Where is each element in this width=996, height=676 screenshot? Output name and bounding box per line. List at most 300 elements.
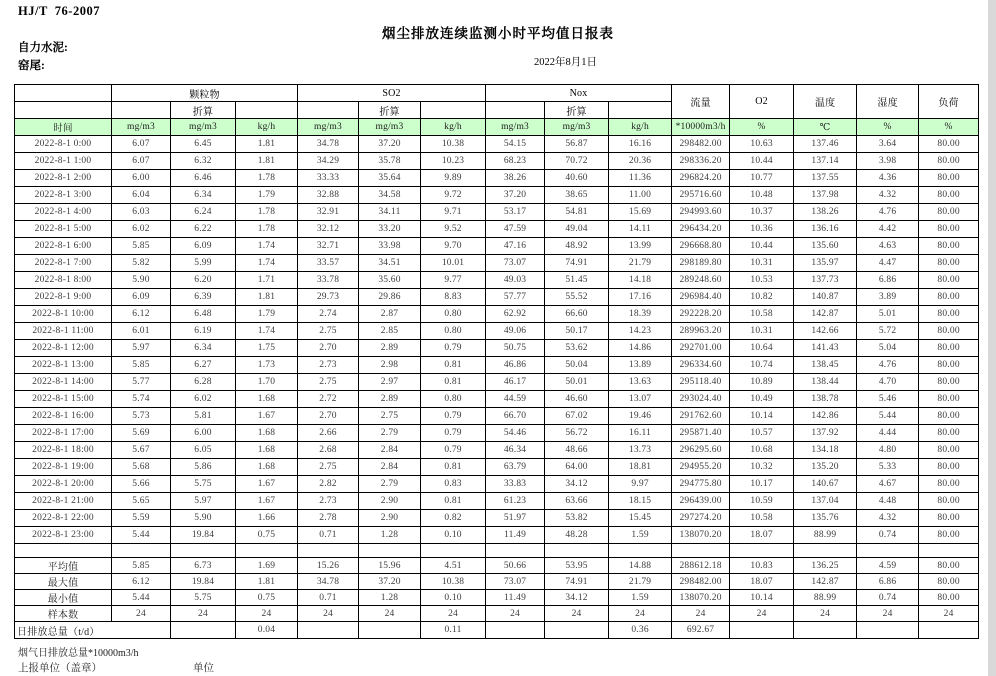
empty-cell bbox=[359, 544, 421, 558]
summary-value-cell: 5.44 bbox=[112, 590, 171, 606]
header-converted-pm: 折算 bbox=[171, 102, 236, 119]
value-cell: 80.00 bbox=[919, 153, 979, 170]
spacer-row bbox=[15, 544, 979, 558]
daily-total-cell bbox=[545, 622, 609, 639]
daily-total-cell: 0.11 bbox=[421, 622, 486, 639]
summary-value-cell: 24 bbox=[794, 606, 857, 622]
value-cell: 18.15 bbox=[609, 493, 672, 510]
value-cell: 5.86 bbox=[171, 459, 236, 476]
value-cell: 291762.60 bbox=[672, 408, 730, 425]
summary-value-cell: 6.12 bbox=[112, 574, 171, 590]
page-edge-strip bbox=[988, 0, 996, 676]
time-cell: 2022-8-1 23:00 bbox=[15, 527, 112, 544]
summary-value-cell: 298482.00 bbox=[672, 574, 730, 590]
header-group-nox: Nox bbox=[486, 85, 672, 102]
value-cell: 10.48 bbox=[730, 187, 794, 204]
table-row bbox=[15, 391, 979, 408]
value-cell: 4.80 bbox=[857, 442, 919, 459]
value-cell: 70.72 bbox=[545, 153, 609, 170]
summary-value-cell: 11.49 bbox=[486, 590, 545, 606]
value-cell: 296295.60 bbox=[672, 442, 730, 459]
empty-cell bbox=[609, 544, 672, 558]
value-cell: 33.33 bbox=[298, 170, 359, 187]
value-cell: 2.70 bbox=[298, 408, 359, 425]
summary-value-cell: 80.00 bbox=[919, 558, 979, 574]
value-cell: 19.84 bbox=[171, 527, 236, 544]
value-cell: 1.81 bbox=[236, 153, 298, 170]
summary-value-cell: 14.88 bbox=[609, 558, 672, 574]
value-cell: 50.01 bbox=[545, 374, 609, 391]
summary-value-cell: 15.96 bbox=[359, 558, 421, 574]
table-row bbox=[15, 289, 979, 306]
summary-value-cell: 10.83 bbox=[730, 558, 794, 574]
value-cell: 33.78 bbox=[298, 272, 359, 289]
time-cell: 2022-8-1 8:00 bbox=[15, 272, 112, 289]
value-cell: 80.00 bbox=[919, 272, 979, 289]
empty-cell bbox=[545, 544, 609, 558]
value-cell: 5.59 bbox=[112, 510, 171, 527]
value-cell: 1.81 bbox=[236, 289, 298, 306]
summary-value-cell: 24 bbox=[112, 606, 171, 622]
summary-value-cell: 24 bbox=[545, 606, 609, 622]
header-load: 负荷 bbox=[919, 85, 979, 119]
table-row bbox=[15, 153, 979, 170]
empty-cell bbox=[298, 544, 359, 558]
value-cell: 5.65 bbox=[112, 493, 171, 510]
value-cell: 1.74 bbox=[236, 238, 298, 255]
value-cell: 5.44 bbox=[112, 527, 171, 544]
unit-label: 单位 bbox=[193, 663, 214, 674]
value-cell: 296984.40 bbox=[672, 289, 730, 306]
time-cell: 2022-8-1 6:00 bbox=[15, 238, 112, 255]
unit-cell: % bbox=[857, 119, 919, 136]
value-cell: 5.01 bbox=[857, 306, 919, 323]
empty-cell bbox=[236, 544, 298, 558]
summary-value-cell: 73.07 bbox=[486, 574, 545, 590]
value-cell: 3.89 bbox=[857, 289, 919, 306]
value-cell: 6.01 bbox=[112, 323, 171, 340]
value-cell: 6.09 bbox=[171, 238, 236, 255]
value-cell: 4.70 bbox=[857, 374, 919, 391]
unit-cell: ℃ bbox=[794, 119, 857, 136]
value-cell: 10.59 bbox=[730, 493, 794, 510]
value-cell: 294775.80 bbox=[672, 476, 730, 493]
value-cell: 66.70 bbox=[486, 408, 545, 425]
summary-value-cell: 0.10 bbox=[421, 590, 486, 606]
value-cell: 34.29 bbox=[298, 153, 359, 170]
value-cell: 33.83 bbox=[486, 476, 545, 493]
time-cell: 2022-8-1 13:00 bbox=[15, 357, 112, 374]
value-cell: 6.05 bbox=[171, 442, 236, 459]
value-cell: 46.86 bbox=[486, 357, 545, 374]
time-cell: 2022-8-1 12:00 bbox=[15, 340, 112, 357]
table-body bbox=[15, 136, 979, 639]
value-cell: 34.78 bbox=[298, 136, 359, 153]
unit-cell: % bbox=[730, 119, 794, 136]
value-cell: 6.00 bbox=[112, 170, 171, 187]
value-cell: 298336.20 bbox=[672, 153, 730, 170]
value-cell: 296824.20 bbox=[672, 170, 730, 187]
empty-cell bbox=[486, 544, 545, 558]
value-cell: 140.87 bbox=[794, 289, 857, 306]
value-cell: 141.43 bbox=[794, 340, 857, 357]
value-cell: 137.14 bbox=[794, 153, 857, 170]
empty-cell bbox=[171, 544, 236, 558]
value-cell: 10.58 bbox=[730, 510, 794, 527]
value-cell: 5.97 bbox=[171, 493, 236, 510]
value-cell: 6.48 bbox=[171, 306, 236, 323]
value-cell: 33.57 bbox=[298, 255, 359, 272]
summary-value-cell: 0.74 bbox=[857, 590, 919, 606]
time-cell: 2022-8-1 11:00 bbox=[15, 323, 112, 340]
value-cell: 6.09 bbox=[112, 289, 171, 306]
value-cell: 88.99 bbox=[794, 527, 857, 544]
time-cell: 2022-8-1 7:00 bbox=[15, 255, 112, 272]
value-cell: 5.67 bbox=[112, 442, 171, 459]
value-cell: 0.71 bbox=[298, 527, 359, 544]
value-cell: 137.55 bbox=[794, 170, 857, 187]
summary-value-cell: 24 bbox=[486, 606, 545, 622]
table-row bbox=[15, 204, 979, 221]
value-cell: 138.26 bbox=[794, 204, 857, 221]
summary-value-cell: 53.95 bbox=[545, 558, 609, 574]
value-cell: 6.34 bbox=[171, 340, 236, 357]
value-cell: 9.89 bbox=[421, 170, 486, 187]
value-cell: 64.00 bbox=[545, 459, 609, 476]
value-cell: 53.17 bbox=[486, 204, 545, 221]
value-cell: 296334.60 bbox=[672, 357, 730, 374]
value-cell: 5.82 bbox=[112, 255, 171, 272]
value-cell: 142.87 bbox=[794, 306, 857, 323]
value-cell: 10.74 bbox=[730, 357, 794, 374]
value-cell: 0.80 bbox=[421, 391, 486, 408]
value-cell: 6.46 bbox=[171, 170, 236, 187]
value-cell: 5.72 bbox=[857, 323, 919, 340]
summary-value-cell: 1.28 bbox=[359, 590, 421, 606]
summary-label: 样本数 bbox=[15, 606, 112, 622]
value-cell: 10.57 bbox=[730, 425, 794, 442]
table-header bbox=[15, 85, 979, 136]
value-cell: 54.81 bbox=[545, 204, 609, 221]
table-row bbox=[15, 527, 979, 544]
value-cell: 1.68 bbox=[236, 425, 298, 442]
value-cell: 80.00 bbox=[919, 255, 979, 272]
daily-total-cell bbox=[730, 622, 794, 639]
value-cell: 2.66 bbox=[298, 425, 359, 442]
time-cell: 2022-8-1 16:00 bbox=[15, 408, 112, 425]
summary-row bbox=[15, 558, 979, 574]
table-row bbox=[15, 374, 979, 391]
value-cell: 0.79 bbox=[421, 425, 486, 442]
value-cell: 11.49 bbox=[486, 527, 545, 544]
value-cell: 80.00 bbox=[919, 340, 979, 357]
value-cell: 6.04 bbox=[112, 187, 171, 204]
value-cell: 8.83 bbox=[421, 289, 486, 306]
value-cell: 9.97 bbox=[609, 476, 672, 493]
value-cell: 2.74 bbox=[298, 306, 359, 323]
summary-value-cell: 24 bbox=[919, 606, 979, 622]
value-cell: 38.65 bbox=[545, 187, 609, 204]
unit-cell: mg/m3 bbox=[112, 119, 171, 136]
table-row bbox=[15, 221, 979, 238]
value-cell: 10.36 bbox=[730, 221, 794, 238]
daily-total-cell bbox=[298, 622, 359, 639]
value-cell: 80.00 bbox=[919, 204, 979, 221]
summary-value-cell: 288612.18 bbox=[672, 558, 730, 574]
summary-value-cell: 136.25 bbox=[794, 558, 857, 574]
value-cell: 10.44 bbox=[730, 153, 794, 170]
standard-code: HJ/T 76-2007 bbox=[18, 4, 100, 18]
reporting-unit-label: 上报单位（盖章） bbox=[18, 663, 102, 674]
value-cell: 0.81 bbox=[421, 493, 486, 510]
header-group-pm: 颗粒物 bbox=[112, 85, 298, 102]
value-cell: 10.44 bbox=[730, 238, 794, 255]
header-group-so2: SO2 bbox=[298, 85, 486, 102]
value-cell: 14.86 bbox=[609, 340, 672, 357]
value-cell: 5.69 bbox=[112, 425, 171, 442]
value-cell: 33.20 bbox=[359, 221, 421, 238]
value-cell: 3.98 bbox=[857, 153, 919, 170]
value-cell: 137.92 bbox=[794, 425, 857, 442]
value-cell: 1.78 bbox=[236, 170, 298, 187]
value-cell: 4.42 bbox=[857, 221, 919, 238]
value-cell: 16.16 bbox=[609, 136, 672, 153]
value-cell: 138.78 bbox=[794, 391, 857, 408]
daily-total-label: 日排放总量（t/d） bbox=[15, 622, 171, 639]
value-cell: 296434.20 bbox=[672, 221, 730, 238]
table-row bbox=[15, 442, 979, 459]
unit-cell: mg/m3 bbox=[486, 119, 545, 136]
value-cell: 0.80 bbox=[421, 323, 486, 340]
value-cell: 2.84 bbox=[359, 459, 421, 476]
value-cell: 80.00 bbox=[919, 306, 979, 323]
value-cell: 48.28 bbox=[545, 527, 609, 544]
value-cell: 5.74 bbox=[112, 391, 171, 408]
value-cell: 80.00 bbox=[919, 476, 979, 493]
unit-cell: % bbox=[919, 119, 979, 136]
value-cell: 49.03 bbox=[486, 272, 545, 289]
time-cell: 2022-8-1 9:00 bbox=[15, 289, 112, 306]
value-cell: 6.27 bbox=[171, 357, 236, 374]
value-cell: 2.72 bbox=[298, 391, 359, 408]
value-cell: 142.66 bbox=[794, 323, 857, 340]
value-cell: 73.07 bbox=[486, 255, 545, 272]
value-cell: 5.66 bbox=[112, 476, 171, 493]
value-cell: 4.36 bbox=[857, 170, 919, 187]
table-row bbox=[15, 136, 979, 153]
summary-value-cell: 1.59 bbox=[609, 590, 672, 606]
value-cell: 137.04 bbox=[794, 493, 857, 510]
daily-total-cell: 0.36 bbox=[609, 622, 672, 639]
value-cell: 4.48 bbox=[857, 493, 919, 510]
summary-value-cell: 1.81 bbox=[236, 574, 298, 590]
value-cell: 0.79 bbox=[421, 408, 486, 425]
time-cell: 2022-8-1 21:00 bbox=[15, 493, 112, 510]
value-cell: 1.67 bbox=[236, 476, 298, 493]
value-cell: 6.34 bbox=[171, 187, 236, 204]
summary-value-cell: 24 bbox=[236, 606, 298, 622]
value-cell: 6.39 bbox=[171, 289, 236, 306]
value-cell: 137.46 bbox=[794, 136, 857, 153]
header-blank bbox=[421, 102, 486, 119]
table-row bbox=[15, 187, 979, 204]
value-cell: 2.84 bbox=[359, 442, 421, 459]
value-cell: 2.82 bbox=[298, 476, 359, 493]
monitoring-table bbox=[14, 84, 979, 639]
value-cell: 6.02 bbox=[171, 391, 236, 408]
value-cell: 1.79 bbox=[236, 306, 298, 323]
value-cell: 10.77 bbox=[730, 170, 794, 187]
value-cell: 61.23 bbox=[486, 493, 545, 510]
value-cell: 2.75 bbox=[298, 374, 359, 391]
value-cell: 1.68 bbox=[236, 442, 298, 459]
unit-cell: kg/h bbox=[421, 119, 486, 136]
value-cell: 2.97 bbox=[359, 374, 421, 391]
value-cell: 80.00 bbox=[919, 442, 979, 459]
page-title: 烟尘排放连续监测小时平均值日报表 bbox=[382, 26, 614, 41]
value-cell: 6.22 bbox=[171, 221, 236, 238]
value-cell: 5.46 bbox=[857, 391, 919, 408]
report-date: 2022年8月1日 bbox=[534, 57, 597, 68]
value-cell: 37.20 bbox=[359, 136, 421, 153]
value-cell: 9.52 bbox=[421, 221, 486, 238]
summary-value-cell: 5.85 bbox=[112, 558, 171, 574]
unit-cell: *10000m3/h bbox=[672, 119, 730, 136]
value-cell: 80.00 bbox=[919, 323, 979, 340]
value-cell: 54.15 bbox=[486, 136, 545, 153]
daily-total-cell bbox=[919, 622, 979, 639]
value-cell: 295118.40 bbox=[672, 374, 730, 391]
value-cell: 80.00 bbox=[919, 527, 979, 544]
value-cell: 142.86 bbox=[794, 408, 857, 425]
value-cell: 2.87 bbox=[359, 306, 421, 323]
empty-cell bbox=[857, 544, 919, 558]
summary-value-cell: 4.59 bbox=[857, 558, 919, 574]
table-row bbox=[15, 408, 979, 425]
empty-cell bbox=[919, 544, 979, 558]
value-cell: 14.11 bbox=[609, 221, 672, 238]
header-o2: O2 bbox=[730, 85, 794, 119]
value-cell: 6.20 bbox=[171, 272, 236, 289]
summary-value-cell: 19.84 bbox=[171, 574, 236, 590]
value-cell: 1.68 bbox=[236, 459, 298, 476]
value-cell: 55.52 bbox=[545, 289, 609, 306]
value-cell: 18.81 bbox=[609, 459, 672, 476]
value-cell: 56.72 bbox=[545, 425, 609, 442]
value-cell: 296439.00 bbox=[672, 493, 730, 510]
value-cell: 4.32 bbox=[857, 510, 919, 527]
value-cell: 10.68 bbox=[730, 442, 794, 459]
unit-cell: mg/m3 bbox=[298, 119, 359, 136]
value-cell: 67.02 bbox=[545, 408, 609, 425]
table-row bbox=[15, 170, 979, 187]
station-label: 窑尾: bbox=[18, 60, 45, 72]
value-cell: 10.01 bbox=[421, 255, 486, 272]
summary-value-cell: 6.73 bbox=[171, 558, 236, 574]
summary-value-cell: 80.00 bbox=[919, 574, 979, 590]
value-cell: 10.38 bbox=[421, 136, 486, 153]
header-humidity: 湿度 bbox=[857, 85, 919, 119]
summary-value-cell: 6.86 bbox=[857, 574, 919, 590]
value-cell: 20.36 bbox=[609, 153, 672, 170]
value-cell: 0.81 bbox=[421, 357, 486, 374]
value-cell: 0.81 bbox=[421, 374, 486, 391]
value-cell: 293024.40 bbox=[672, 391, 730, 408]
value-cell: 11.00 bbox=[609, 187, 672, 204]
value-cell: 135.76 bbox=[794, 510, 857, 527]
value-cell: 80.00 bbox=[919, 221, 979, 238]
value-cell: 2.90 bbox=[359, 510, 421, 527]
summary-value-cell: 24 bbox=[298, 606, 359, 622]
value-cell: 10.31 bbox=[730, 255, 794, 272]
value-cell: 32.71 bbox=[298, 238, 359, 255]
value-cell: 135.60 bbox=[794, 238, 857, 255]
value-cell: 137.73 bbox=[794, 272, 857, 289]
value-cell: 0.81 bbox=[421, 459, 486, 476]
value-cell: 292228.20 bbox=[672, 306, 730, 323]
value-cell: 68.23 bbox=[486, 153, 545, 170]
summary-value-cell: 24 bbox=[359, 606, 421, 622]
value-cell: 74.91 bbox=[545, 255, 609, 272]
table-row bbox=[15, 510, 979, 527]
value-cell: 6.28 bbox=[171, 374, 236, 391]
value-cell: 298482.00 bbox=[672, 136, 730, 153]
value-cell: 44.59 bbox=[486, 391, 545, 408]
summary-row bbox=[15, 606, 979, 622]
value-cell: 13.73 bbox=[609, 442, 672, 459]
value-cell: 1.73 bbox=[236, 357, 298, 374]
value-cell: 5.85 bbox=[112, 238, 171, 255]
value-cell: 40.60 bbox=[545, 170, 609, 187]
value-cell: 34.11 bbox=[359, 204, 421, 221]
value-cell: 134.18 bbox=[794, 442, 857, 459]
summary-value-cell: 80.00 bbox=[919, 590, 979, 606]
table-row bbox=[15, 323, 979, 340]
summary-value-cell: 24 bbox=[730, 606, 794, 622]
time-cell: 2022-8-1 18:00 bbox=[15, 442, 112, 459]
summary-value-cell: 34.78 bbox=[298, 574, 359, 590]
empty-cell bbox=[672, 544, 730, 558]
value-cell: 5.33 bbox=[857, 459, 919, 476]
header-flow: 流量 bbox=[672, 85, 730, 119]
value-cell: 80.00 bbox=[919, 425, 979, 442]
value-cell: 292701.00 bbox=[672, 340, 730, 357]
value-cell: 2.75 bbox=[298, 323, 359, 340]
value-cell: 80.00 bbox=[919, 459, 979, 476]
value-cell: 138.44 bbox=[794, 374, 857, 391]
value-cell: 1.67 bbox=[236, 493, 298, 510]
value-cell: 6.07 bbox=[112, 136, 171, 153]
daily-total-cell: 0.04 bbox=[236, 622, 298, 639]
value-cell: 10.23 bbox=[421, 153, 486, 170]
value-cell: 297274.20 bbox=[672, 510, 730, 527]
value-cell: 47.16 bbox=[486, 238, 545, 255]
value-cell: 10.82 bbox=[730, 289, 794, 306]
value-cell: 9.77 bbox=[421, 272, 486, 289]
time-cell: 2022-8-1 5:00 bbox=[15, 221, 112, 238]
value-cell: 6.19 bbox=[171, 323, 236, 340]
value-cell: 10.53 bbox=[730, 272, 794, 289]
value-cell: 50.04 bbox=[545, 357, 609, 374]
table-row bbox=[15, 255, 979, 272]
header-blank bbox=[236, 102, 298, 119]
value-cell: 6.24 bbox=[171, 204, 236, 221]
time-cell: 2022-8-1 19:00 bbox=[15, 459, 112, 476]
value-cell: 53.82 bbox=[545, 510, 609, 527]
header-blank bbox=[298, 102, 359, 119]
header-blank bbox=[15, 102, 112, 119]
value-cell: 5.73 bbox=[112, 408, 171, 425]
